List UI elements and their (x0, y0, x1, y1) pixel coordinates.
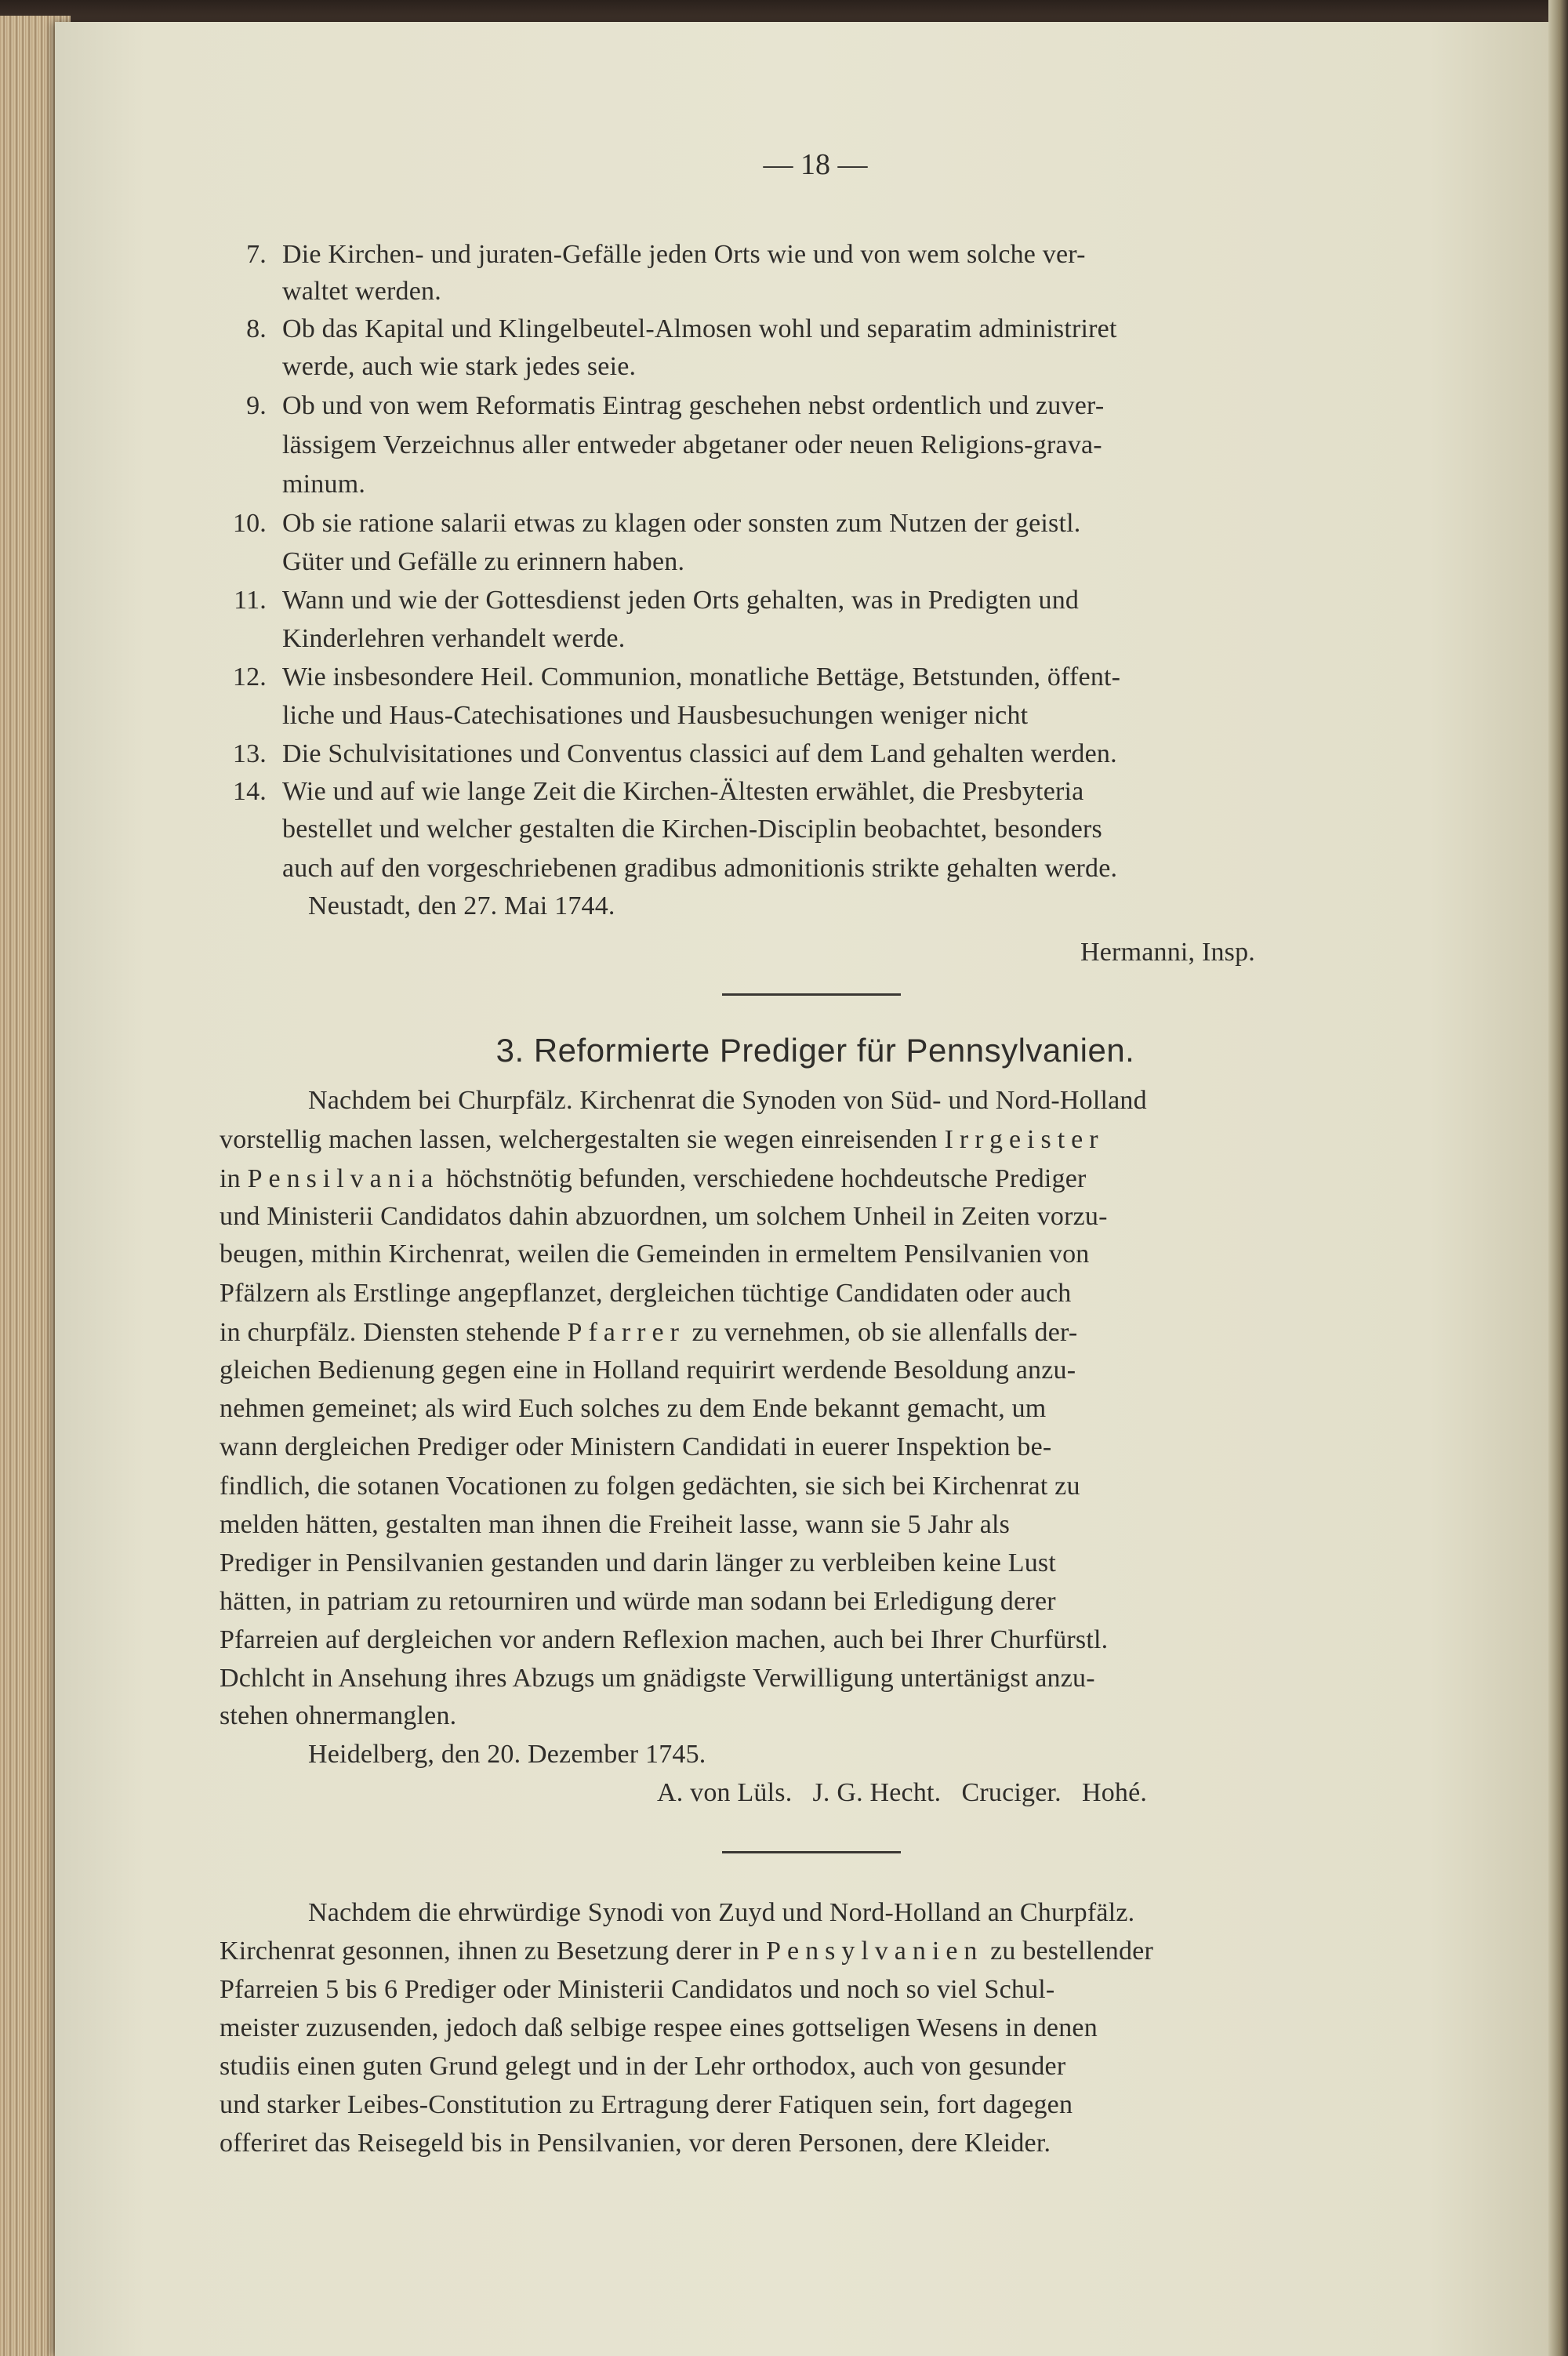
spaced-text: Irrgeister (944, 1125, 1105, 1154)
paragraph-line: meister zuzusenden, jedoch daß selbige respee eines gottseligen Wesens in denen (220, 2013, 1098, 2042)
paragraph-line: studiis einen guten Grund gelegt und in der Lehr orthodox, auch von gesunder (220, 2052, 1066, 2081)
paragraph-line: Pfarreien 5 bis 6 Prediger oder Ministerii Candidatos und noch so viel Schul- (220, 1975, 1055, 2004)
list-item-number: 10. (232, 509, 267, 538)
list-item-line: bestellet und welcher gestalten die Kirchen-Disciplin beobachtet, besonders (282, 815, 1102, 844)
signature: Hermanni, Insp. (1080, 938, 1256, 967)
list-item-line: lässigem Verzeichnus aller entweder abgetaner oder neuen Religions-grava- (282, 430, 1102, 459)
paragraph-line: Pfarreien auf dergleichen vor andern Reflexion machen, auch bei Ihrer Churfürstl. (220, 1625, 1109, 1654)
list-item-line: auch auf den vorgeschriebenen gradibus admonitionis strikte gehalten werde. (282, 854, 1118, 883)
list-item-number: 12. (232, 663, 267, 692)
list-item-line: liche und Haus-Catechisationes und Hausbesuchungen weniger nicht (282, 701, 1029, 730)
list-item-line: Ob das Kapital und Klingelbeutel-Almosen wohl und separatim administriret (282, 314, 1117, 343)
paragraph-line: hätten, in patriam zu retourniren und würde man sodann bei Erledigung derer (220, 1587, 1056, 1616)
paragraph-line: beugen, mithin Kirchenrat, weilen die Gemeinden in ermeltem Pensilvanien von (220, 1240, 1090, 1269)
list-item-number: 11. (234, 586, 267, 615)
paragraph-line: wann dergleichen Prediger oder Ministern Candidati in euerer Inspektion be- (220, 1432, 1052, 1461)
paragraph-line: findlich, die sotanen Vocationen zu folgen gedächten, sie sich bei Kirchenrat zu (220, 1472, 1080, 1501)
list-item-line: Kinderlehren verhandelt werde. (282, 624, 626, 653)
list-item-number: 8. (246, 314, 267, 343)
paragraph-line: Pfälzern als Erstlinge angepflanzet, dergleichen tüchtige Candidaten oder auch (220, 1279, 1072, 1308)
paragraph-line (220, 1163, 1087, 1195)
spaced-text: Pfarrer (567, 1318, 685, 1347)
paragraph-line: nehmen gemeinet; als wird Euch solches zu dem Ende bekannt gemacht, um (220, 1394, 1047, 1423)
paragraph-line: stehen ohnermanglen. (220, 1701, 457, 1730)
list-item-line: Wie insbesondere Heil. Communion, monatliche Bettäge, Betstunden, öffent- (282, 663, 1121, 692)
list-item-number: 7. (246, 240, 267, 269)
paragraph-line (220, 1317, 1077, 1349)
paragraph-line: Nachdem bei Churpfälz. Kirchenrat die Synoden von Süd- und Nord-Holland (308, 1086, 1147, 1115)
list-item-line: Wann und wie der Gottesdienst jeden Orts gehalten, was in Predigten und (282, 586, 1080, 615)
signatures: A. von Lüls. J. G. Hecht. Cruciger. Hohé. (657, 1778, 1148, 1807)
list-item-line: Wie und auf wie lange Zeit die Kirchen-Ältesten erwählet, die Presbyteria (282, 777, 1084, 806)
list-item-line: minum. (282, 470, 366, 499)
dateline: Neustadt, den 27. Mai 1744. (308, 891, 615, 920)
text-span: in churpfälz. Diensten stehende (220, 1318, 561, 1347)
text-span: vorstellig machen lassen, welchergestalten sie wegen einreisenden (220, 1125, 938, 1154)
paragraph-line (220, 1124, 1105, 1156)
paragraph-line: Dchlcht in Ansehung ihres Abzugs um gnädigste Verwilligung untertänigst anzu- (220, 1664, 1095, 1693)
list-item-number: 14. (232, 777, 267, 806)
list-item-number: 9. (246, 391, 267, 420)
list-item-line: Die Kirchen- und juraten-Gefälle jeden Orts wie und von wem solche ver- (282, 240, 1086, 269)
list-item-number: 13. (232, 739, 267, 768)
list-item-line: Die Schulvisitationes und Conventus classici auf dem Land gehalten werden. (282, 739, 1117, 768)
paragraph-line: und starker Leibes-Constitution zu Ertragung derer Fatiquen sein, fort dagegen (220, 2090, 1073, 2119)
section-heading: 3. Reformierte Prediger für Pennsylvanien. (495, 1032, 1135, 1069)
dateline: Heidelberg, den 20. Dezember 1745. (308, 1740, 706, 1769)
paragraph-line (220, 1936, 1153, 1967)
list-item-line: waltet werden. (282, 277, 441, 306)
paragraph-line: Prediger in Pensilvanien gestanden und darin länger zu verbleiben keine Lust (220, 1548, 1056, 1577)
text-span: in (220, 1164, 241, 1193)
list-item-line: Güter und Gefälle zu erinnern haben. (282, 547, 685, 576)
paragraph-line: melden hätten, gestalten man ihnen die Freiheit lasse, wann sie 5 Jahr als (220, 1510, 1011, 1539)
section-divider (722, 993, 901, 996)
paragraph-line: gleichen Bedienung gegen eine in Holland requirirt werdende Besoldung anzu- (220, 1356, 1076, 1385)
spaced-text: Pensylvanien (766, 1937, 984, 1966)
list-item-line: werde, auch wie stark jedes seie. (282, 352, 637, 381)
text-span: Kirchenrat gesonnen, ihnen zu Besetzung derer in (220, 1937, 760, 1966)
paragraph-line: und Ministerii Candidatos dahin abzuordnen, um solchem Unheil in Zeiten vorzu- (220, 1202, 1108, 1231)
paragraph-line: Nachdem die ehrwürdige Synodi von Zuyd und Nord-Holland an Churpfälz. (308, 1898, 1135, 1927)
section-divider (722, 1851, 901, 1853)
text-span: zu bestellender (990, 1937, 1153, 1966)
list-item-line: Ob und von wem Reformatis Eintrag geschehen nebst ordentlich und zuver- (282, 391, 1105, 420)
paragraph-line: offeriret das Reisegeld bis in Pensilvanien, vor deren Personen, dere Kleider. (220, 2129, 1051, 2158)
page-number: — 18 — (763, 148, 868, 181)
text-span: höchstnötig befunden, verschiedene hochdeutsche Prediger (446, 1164, 1087, 1193)
list-item-line: Ob sie ratione salarii etwas zu klagen oder sonsten zum Nutzen der geistl. (282, 509, 1081, 538)
text-span: zu vernehmen, ob sie allenfalls der- (691, 1318, 1078, 1347)
spaced-text: Pensilvania (247, 1164, 440, 1193)
